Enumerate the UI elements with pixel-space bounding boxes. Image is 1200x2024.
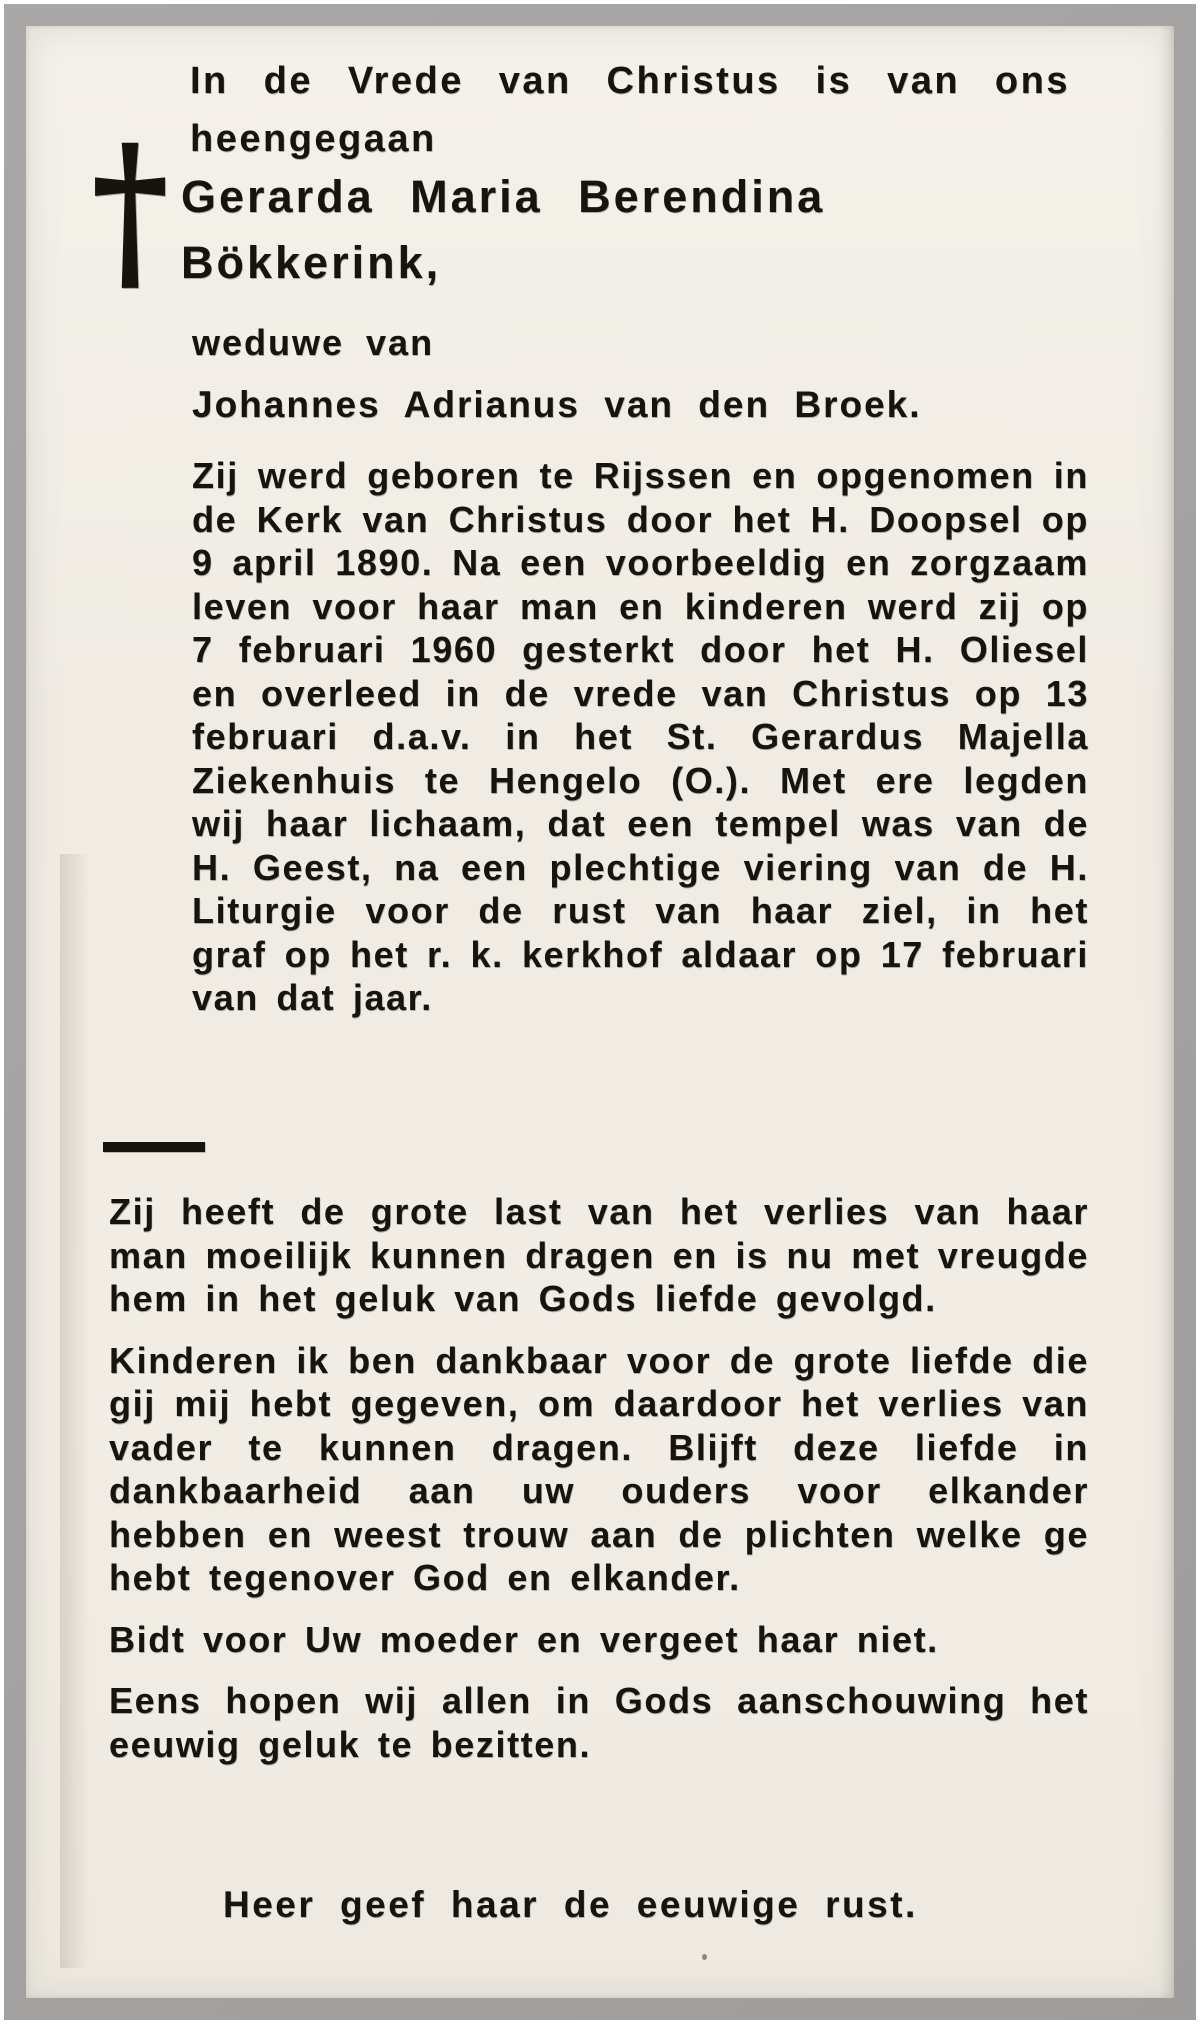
intro-line: In de Vrede van Christus is van ons heengegaan — [190, 60, 1070, 160]
cross-icon: † — [90, 106, 170, 313]
memorial-paragraph: Eens hopen wij allen in Gods aanschouwing het eeuwig geluk te bezitten. — [109, 1680, 1089, 1765]
relation-label: weduwe van — [192, 322, 435, 363]
closing-prayer: Heer geef haar de eeuwige rust. — [223, 1884, 918, 1925]
scan-frame — [4, 4, 1196, 2020]
spouse-name: Johannes Adrianus van den Broek. — [192, 384, 922, 425]
memorial-section — [109, 1190, 1089, 1784]
memorial-card — [26, 26, 1174, 1998]
scan-speck — [702, 1954, 707, 1960]
deceased-name: Gerarda Maria Berendina Bökkerink, — [181, 171, 826, 288]
memorial-paragraph: Bidt voor Uw moeder en vergeet haar niet. — [109, 1618, 939, 1660]
section-divider — [103, 1142, 205, 1152]
memorial-paragraph: Kinderen ik ben dankbaar voor de grote liefde die gij mij hebt gegeven, om daardoor het verlies van vader te kunnen dragen. Blijft deze liefde in dankbaarheid aan uw ouders voor elkander hebben en weest trouw aan de plichten welke ge hebt tegenover God en elkander. — [109, 1339, 1089, 1598]
biography-paragraph: Zij werd geboren te Rijssen en opgenomen in de Kerk van Christus door het H. Doopsel op 9 april 1890. Na een voorbeeldig en zorgzaam leven voor haar man en kinderen werd zij op 7 februari 1960 gesterkt door het H. Oliesel en overleed in de vrede van Christus op 13 februari d.a.v. in het St. Gerardus Majella Ziekenhuis te Hengelo (O.). Met ere legden wij haar lichaam, dat een tempel was van de H. Geest, na een plechtige viering van de H. Liturgie voor de rust van haar ziel, in het graf op het r. k. kerkhof aldaar op 17 februari van dat jaar. — [192, 455, 1089, 1018]
memorial-paragraph: Zij heeft de grote last van het verlies van haar man moeilijk kunnen dragen en is nu met vreugde hem in het geluk van Gods liefde gevolgd. — [109, 1191, 1089, 1319]
